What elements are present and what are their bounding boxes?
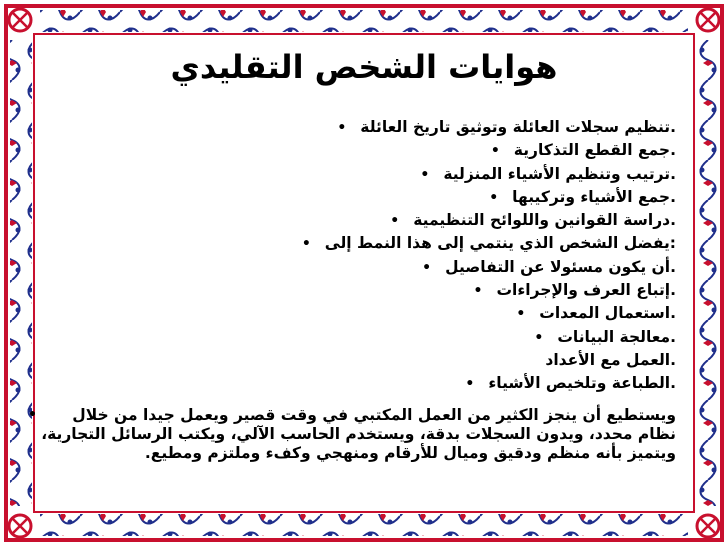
list-item-text: .ترتيب وتنظيم الأشياء المنزلية: [443, 164, 676, 183]
corner-ornament-bottom-left: [9, 515, 31, 537]
list-item-text: .العمل مع الأعداد: [545, 350, 676, 369]
list-item: [36, 302, 676, 325]
list-item: [36, 372, 676, 395]
list-item: [36, 209, 676, 232]
list-item: [36, 186, 676, 209]
list-item-text: .جمع القطع التذكارية: [513, 141, 676, 160]
list-item: [36, 139, 676, 162]
bullet-dot-icon: •: [473, 283, 483, 300]
list-item: [36, 349, 676, 372]
list-item-text: .دراسة القوانين واللوائح التنظيمية: [413, 211, 676, 230]
list-item-text: .أن يكون مسئولا عن التفاصيل: [445, 257, 676, 276]
slide-title: هوايات الشخص التقليدي: [170, 48, 558, 86]
list-item-text: .معالجة البيانات: [557, 327, 676, 346]
paragraph-bullet: •: [28, 407, 37, 423]
bullet-dot-icon: •: [420, 166, 430, 183]
bullet-dot-icon: •: [422, 259, 432, 276]
bullet-dot-icon: •: [490, 143, 500, 160]
bullet-dot-icon: •: [489, 189, 499, 206]
corner-ornament-bottom-right: [697, 515, 719, 537]
list-item: [36, 256, 676, 279]
bullet-dot-icon: •: [516, 306, 526, 323]
list-item-text: .جمع الأشياء وتركيبها: [512, 187, 676, 206]
bullet-dot-icon: •: [390, 213, 400, 230]
hobby-list: [36, 116, 676, 396]
list-item: [36, 326, 676, 349]
list-item: [36, 116, 676, 139]
list-item: [36, 163, 676, 186]
summary-paragraph: ويستطيع أن ينجز الكثير من العمل المكتبي في وقت قصير ويعمل جيدا من خلال نظام محدد، ويدون السجلات بدقة، ويستخدم الحاسب الآلي، ويكتب الرسائل التجارية، ويتميز بأنه منظم ودقيق وميال للأرقام ومنهجي وكفء وملتزم ومطيع.: [41, 406, 676, 462]
bullet-dot-icon: •: [534, 329, 544, 346]
list-item-text: .إتباع العرف والإجراءات: [496, 281, 676, 300]
list-item-text: .الطباعة وتلخيص الأشياء: [488, 374, 676, 393]
bullet-dot-icon: •: [301, 236, 311, 253]
bullet-dot-icon: •: [337, 120, 347, 136]
corner-ornament-top-left: [9, 9, 31, 31]
corner-ornament-top-right: [697, 9, 719, 31]
list-item: [36, 232, 676, 255]
list-item-text: .استعمال المعدات: [539, 304, 676, 323]
list-item-text: .تنظيم سجلات العائلة وتوثيق تاريخ العائلة: [360, 118, 676, 136]
list-item: [36, 279, 676, 302]
list-item-text: :يفضل الشخص الذي ينتمي إلى هذا النمط إلى: [324, 234, 676, 253]
bullet-dot-icon: •: [465, 376, 475, 393]
